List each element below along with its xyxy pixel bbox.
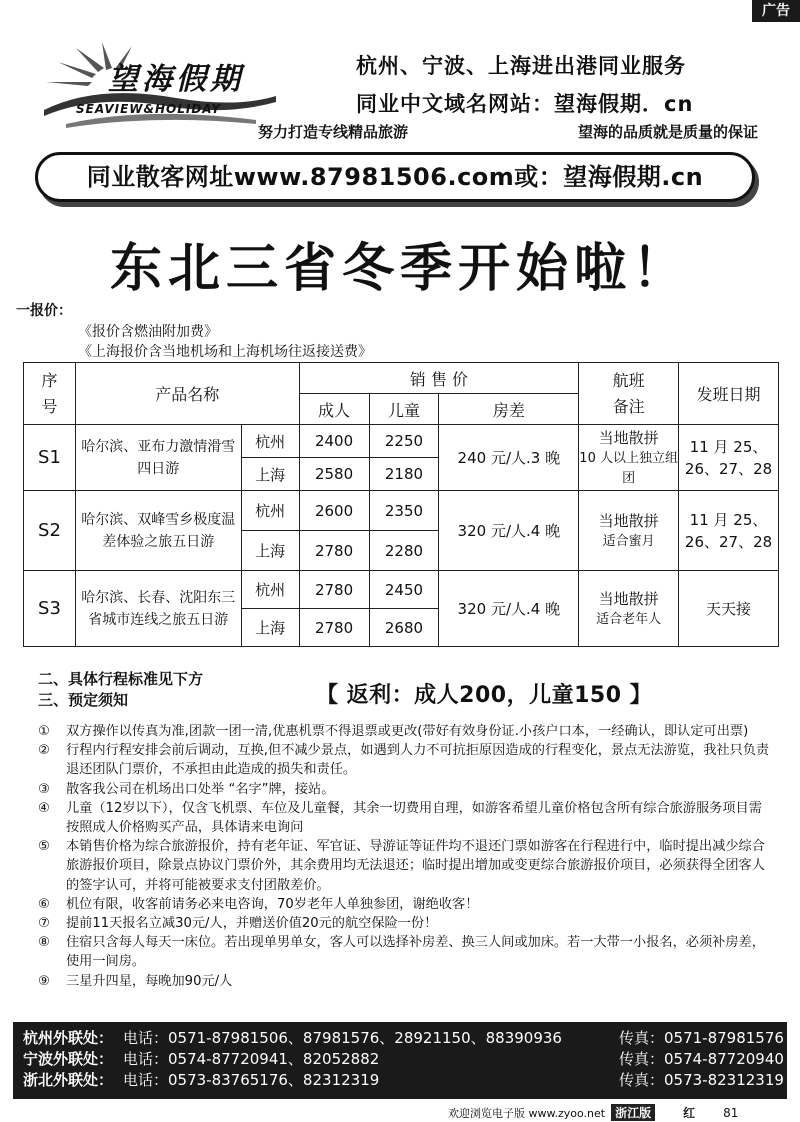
page-title: 东北三省冬季开始啦！ [109, 239, 690, 299]
slogan [258, 121, 758, 142]
table-row [24, 491, 779, 531]
ad-tag: 广告 [752, 0, 800, 22]
section-quote-heading: 一报价： [16, 303, 72, 319]
row-flight-note: 当地散拼 10 人以上独立组团 [579, 425, 679, 491]
row-room-diff: 320 元/人.4 晚 [439, 491, 579, 571]
slogan-left: 努力打造专线精品旅游 [258, 123, 409, 141]
list-item: ③ 散客我公司在机场出口处举 “名字”牌，接站。 [38, 781, 335, 797]
contact-row-zhebei: 浙北外联处： 电话：0573-83765176、82312319 传真：0573-82312319 [23, 1071, 784, 1089]
row-child-price: 2350 [369, 491, 439, 531]
list-item: ⑧ 住宿只含每人每天一床位。若出现单男单女，客人可以选择补房差、换三人间或加床。若一大带一小报名，必须补房差，使用一间房。 [38, 935, 765, 970]
row-child-price: 2450 [369, 571, 439, 609]
row-departure-date: 11 月 25、26、27、28 [679, 425, 779, 491]
website-url-banner: 同业散客网址www.87981506.com或：望海假期.cn [35, 152, 755, 202]
row-departure-date: 天天接 [679, 571, 779, 647]
section-booking-heading: 三、预定须知 [38, 691, 129, 709]
row-flight-note: 当地散拼 适合蜜月 [579, 491, 679, 571]
row-child-price: 2280 [369, 531, 439, 571]
service-headline: 杭州、宁波、上海进出港同业服务 [356, 54, 686, 78]
header-price: 销 售 价 [299, 363, 579, 394]
header-seq: 序号 [24, 363, 76, 425]
row-adult-price: 2580 [299, 458, 369, 491]
contact-footer [13, 1022, 787, 1099]
list-item: ⑤ 本销售价格为综合旅游报价，持有老年证、军官证、导游证等证件均不退还门票如游客在行程进行中，临时提出减少综合旅游报价项目，除景点协议门票价外，其余费用均无法退还；临时提出增加或变更综合旅游报价项目，必须获得全团客人的签字认可，并将可能被要求支付团散差价。 [38, 839, 765, 893]
header-product: 产品名称 [75, 363, 299, 425]
row-city: 杭州 [241, 491, 299, 531]
row-room-diff: 240 元/人.3 晚 [439, 425, 579, 491]
row-child-price: 2250 [369, 425, 439, 458]
row-adult-price: 2780 [299, 571, 369, 609]
row-child-price: 2180 [369, 458, 439, 491]
row-adult-price: 2780 [299, 531, 369, 571]
header-room: 房差 [439, 394, 579, 425]
row-flight-note: 当地散拼 适合老年人 [579, 571, 679, 647]
logo [36, 40, 286, 130]
price-table [23, 362, 779, 647]
color-label: 红 [683, 1106, 696, 1120]
logo-english-name: SEAVIEW&HOLIDAY [76, 102, 221, 116]
row-code: S1 [24, 425, 76, 491]
row-product-name: 哈尔滨、长春、沈阳东三省城市连线之旅五日游 [75, 571, 241, 647]
row-city: 上海 [241, 609, 299, 647]
contact-row-hangzhou: 杭州外联处： 电话：0571-87981506、87981576、28921150、88390936 传真：0571-87981576 [23, 1029, 784, 1047]
row-adult-price: 2600 [299, 491, 369, 531]
rebate-banner: 【 返利：成人200，儿童150 】 [316, 683, 653, 708]
row-product-name: 哈尔滨、双峰雪乡极度温差体验之旅五日游 [75, 491, 241, 571]
slogan-right: 望海的品质就是质量的保证 [577, 123, 758, 141]
page-number: 81 [723, 1105, 739, 1120]
table-row [24, 571, 779, 609]
list-item: ⑨ 三星升四星，每晚加90元/人 [38, 973, 233, 989]
row-room-diff: 320 元/人.4 晚 [439, 571, 579, 647]
header-adult: 成人 [299, 394, 369, 425]
list-item: ⑦ 提前11天报名立减30元/人，并赠送价值20元的航空保险一份！ [38, 916, 438, 932]
list-item: ⑥ 机位有限，收客前请务必来电咨询，70岁老年人单独参团，谢绝收客！ [38, 896, 479, 912]
table-row [24, 425, 779, 458]
header-flight: 航班备注 [579, 363, 679, 425]
row-adult-price: 2780 [299, 609, 369, 647]
section-itinerary-heading: 二、具体行程标准见下方 [38, 670, 204, 688]
row-adult-price: 2400 [299, 425, 369, 458]
row-city: 上海 [241, 458, 299, 491]
page-footer [448, 1104, 738, 1121]
row-code: S2 [24, 491, 76, 571]
row-city: 杭州 [241, 425, 299, 458]
price-note-fuel: 《报价含燃油附加费》 [78, 324, 218, 340]
logo-chinese-name: 望海假期 [108, 62, 244, 97]
booking-terms-list [38, 722, 773, 991]
row-departure-date: 11 月 25、26、27、28 [679, 491, 779, 571]
header-date: 发班日期 [679, 363, 779, 425]
price-note-airport: 《上海报价含当地机场和上海机场往返接送费》 [78, 344, 372, 360]
row-city: 上海 [241, 531, 299, 571]
footer-site-text: 欢迎浏览电子版 www.zyoo.net [448, 1106, 606, 1120]
contact-row-ningbo: 宁波外联处： 电话：0574-87720941、82052882 传真：0574-87720940 [23, 1050, 784, 1068]
edition-badge: 浙江版 [611, 1104, 655, 1121]
list-item: ② 行程内行程安排会前后调动，互换,但不减少景点，如遇到人力不可抗拒原因造成的行程变化，景点无法游览，我社只负责退还团队门票价，不承担由此造成的损失和责任。 [38, 743, 770, 778]
row-child-price: 2680 [369, 609, 439, 647]
list-item: ① 双方操作以传真为准,团款一团一清,优惠机票不得退票或更改(带好有效身份证.小孩户口本，一经确认，即认定可出票) [38, 724, 749, 739]
header-child: 儿童 [369, 394, 439, 425]
row-city: 杭州 [241, 571, 299, 609]
row-product-name: 哈尔滨、亚布力激情滑雪四日游 [75, 425, 241, 491]
list-item: ④ 儿童（12岁以下），仅含飞机票、车位及儿童餐，其余一切费用自理，如游客希望儿童价格包含所有综合旅游服务项目需按照成人价格购买产品，具体请来电询问 [38, 800, 762, 836]
domain-headline: 同业中文域名网站：望海假期．cn [356, 92, 694, 116]
row-code: S3 [24, 571, 76, 647]
